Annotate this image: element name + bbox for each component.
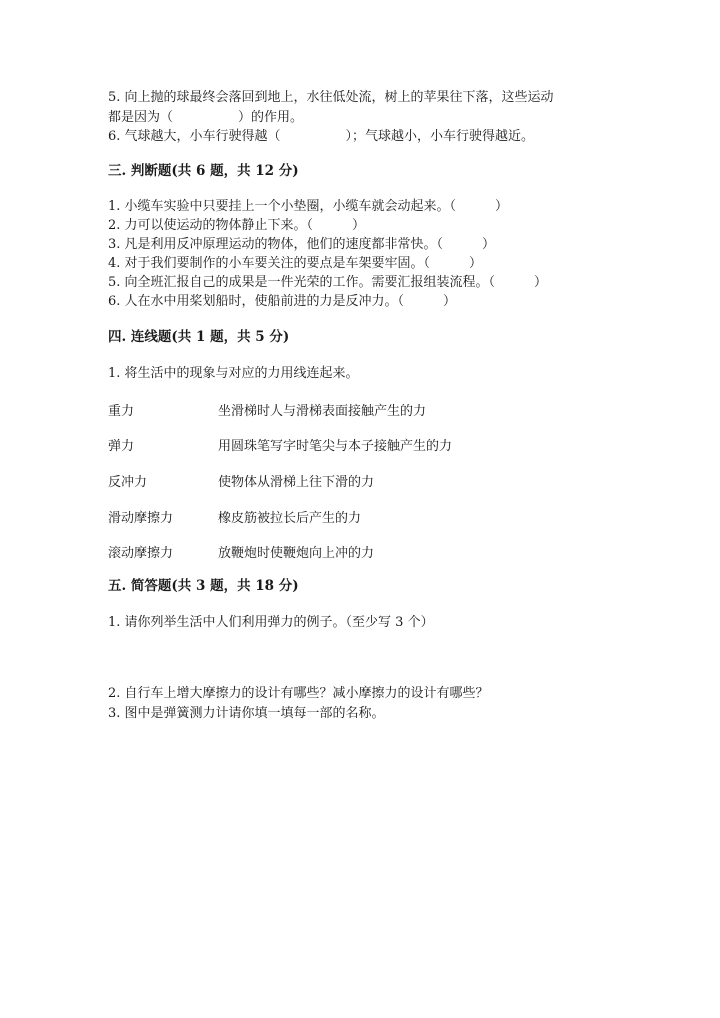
- judge-item: 4. 对于我们要制作的小车要关注的要点是车架要牢固。（ ）: [108, 256, 483, 271]
- judge-item: 1. 小缆车实验中只要挂上一个小垫圈，小缆车就会动起来。（ ）: [108, 199, 509, 214]
- match-left-item: 重力: [108, 404, 135, 419]
- fill-blank-q6: 6. 气球越大，小车行驶得越（ ）；气球越小，小车行驶得越近。: [108, 129, 535, 144]
- match-right-item: 使物体从滑梯上往下滑的力: [218, 475, 375, 490]
- judge-item: 2. 力可以使运动的物体静止下来。（ ）: [108, 218, 366, 233]
- match-question: 1. 将生活中的现象与对应的力用线连起来。: [108, 366, 359, 381]
- match-right-item: 用圆珠笔写字时笔尖与本子接触产生的力: [218, 439, 453, 454]
- match-left-item: 滑动摩擦力: [108, 511, 174, 526]
- judge-heading: 三. 判断题(共 6 题，共 12 分): [108, 163, 299, 179]
- match-right-item: 橡皮筋被拉长后产生的力: [218, 511, 362, 526]
- judge-item: 5. 向全班汇报自己的成果是一件光荣的工作。需要汇报组装流程。（ ）: [108, 275, 548, 290]
- match-left-item: 反冲力: [108, 475, 148, 490]
- match-right-item: 坐滑梯时人与滑梯表面接触产生的力: [218, 404, 427, 419]
- judge-item: 3. 凡是利用反冲原理运动的物体，他们的速度都非常快。（ ）: [108, 237, 496, 252]
- match-right-item: 放鞭炮时使鞭炮向上冲的力: [218, 546, 375, 561]
- match-heading: 四. 连线题(共 1 题，共 5 分): [108, 329, 290, 345]
- match-left-item: 弹力: [108, 439, 135, 454]
- short-answer-q1: 1. 请你列举生活中人们利用弹力的例子。（至少写 3 个）: [108, 615, 434, 630]
- short-answer-q2: 2. 自行车上增大摩擦力的设计有哪些？减小摩擦力的设计有哪些？: [108, 686, 489, 701]
- judge-item: 6. 人在水中用桨划船时，使船前进的力是反冲力。（ ）: [108, 294, 457, 309]
- fill-blank-q5-line1: 5. 向上抛的球最终会落回到地上，水往低处流，树上的苹果往下落，这些运动: [108, 90, 554, 105]
- fill-blank-q5-line2: 都是因为（ ）的作用。: [108, 110, 304, 125]
- short-answer-heading: 五. 简答题(共 3 题，共 18 分): [108, 578, 299, 594]
- match-left-item: 滚动摩擦力: [108, 546, 174, 561]
- short-answer-q3: 3. 图中是弹簧测力计请你填一填每一部的名称。: [108, 706, 385, 721]
